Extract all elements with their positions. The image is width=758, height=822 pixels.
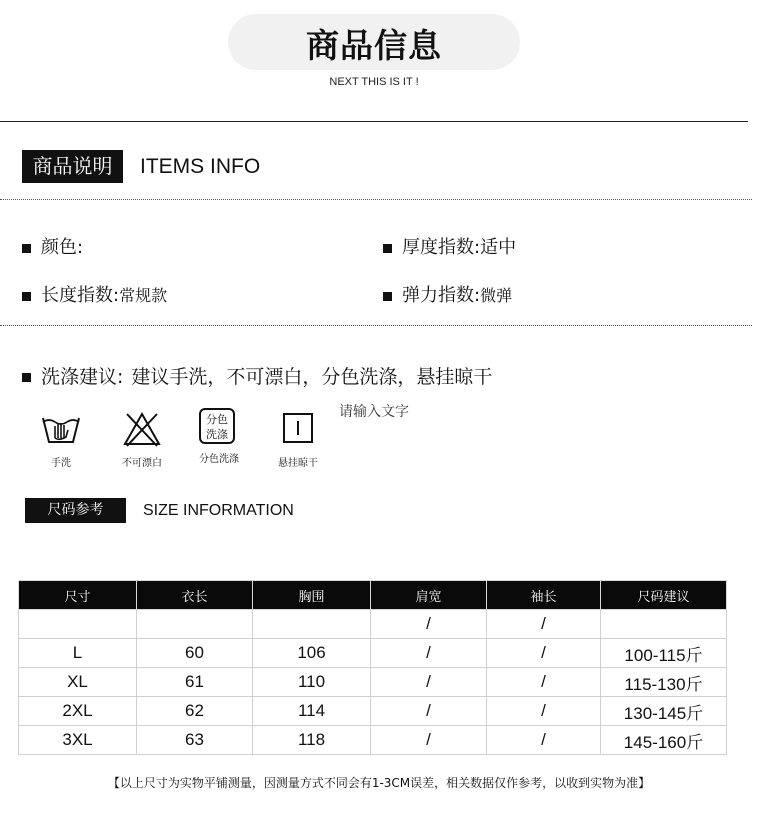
- table-header-row: [19, 581, 727, 610]
- care-icon-label: 分色洗涤: [199, 454, 239, 465]
- column-header: 衣长: [137, 581, 253, 610]
- table-cell: XL: [19, 668, 137, 697]
- items-section-english: ITEMS INFO: [140, 155, 261, 178]
- items-section-label: 商品说明: [22, 150, 123, 183]
- prop-label: 颜色:: [41, 237, 84, 258]
- table-row: [19, 610, 727, 639]
- size-section-label: 尺码参考: [25, 498, 126, 523]
- prop-value: 微弹: [480, 286, 513, 305]
- prop-color: [22, 236, 83, 260]
- column-header: 袖长: [487, 581, 601, 610]
- table-cell: 130-145斤: [601, 697, 727, 726]
- table-cell: /: [371, 726, 487, 755]
- bullet-icon: [383, 292, 392, 301]
- prop-elasticity: [383, 284, 512, 308]
- bullet-icon: [22, 292, 31, 301]
- care-icon-hand-wash: [26, 408, 96, 469]
- size-section-english: SIZE INFORMATION: [143, 502, 294, 519]
- prop-length: [22, 284, 167, 308]
- table-cell: 100-115斤: [601, 639, 727, 668]
- prop-value: 适中: [480, 237, 517, 258]
- table-cell: 63: [137, 726, 253, 755]
- placeholder-note: 请输入文字: [339, 404, 409, 420]
- table-row: [19, 697, 727, 726]
- divider-dotted-top: [0, 199, 752, 200]
- table-row: [19, 639, 727, 668]
- divider-dotted-bottom: [0, 325, 752, 326]
- table-cell: 106: [253, 639, 371, 668]
- prop-label: 厚度指数:: [402, 237, 481, 258]
- prop-thickness: [383, 236, 516, 260]
- care-advice: [22, 364, 492, 390]
- column-header: 肩宽: [371, 581, 487, 610]
- prop-label: 弹力指数:: [402, 285, 481, 306]
- care-icon-label: 不可漂白: [122, 458, 162, 469]
- table-cell: [19, 610, 137, 639]
- column-header: 尺寸: [19, 581, 137, 610]
- table-cell: 145-160斤: [601, 726, 727, 755]
- bullet-icon: [22, 244, 31, 253]
- care-icon-label: 手洗: [51, 458, 71, 469]
- column-header: 胸围: [253, 581, 371, 610]
- size-table: [18, 580, 727, 755]
- table-cell: 2XL: [19, 697, 137, 726]
- table-cell: /: [371, 668, 487, 697]
- table-cell: 114: [253, 697, 371, 726]
- table-cell: /: [371, 610, 487, 639]
- table-cell: 110: [253, 668, 371, 697]
- table-cell: [253, 610, 371, 639]
- page-title: 商品信息: [306, 26, 442, 65]
- bullet-icon: [22, 373, 31, 382]
- table-cell: [137, 610, 253, 639]
- table-cell: /: [487, 726, 601, 755]
- divider-solid: [0, 121, 748, 122]
- care-value: 建议手洗，不可漂白，分色洗涤，悬挂晾干: [131, 366, 493, 388]
- table-cell: 3XL: [19, 726, 137, 755]
- table-cell: /: [371, 639, 487, 668]
- care-icon-label: 悬挂晾干: [278, 458, 318, 469]
- table-cell: /: [487, 697, 601, 726]
- table-cell: 118: [253, 726, 371, 755]
- wash-separately-icon: 分色 洗涤: [199, 408, 235, 444]
- care-label: 洗涤建议:: [41, 366, 124, 388]
- prop-value: 常规款: [119, 286, 168, 305]
- care-icon-hang-dry: [263, 408, 333, 469]
- prop-label: 长度指数:: [41, 285, 120, 306]
- table-cell: [601, 610, 727, 639]
- table-cell: /: [371, 697, 487, 726]
- table-cell: 115-130斤: [601, 668, 727, 697]
- table-cell: L: [19, 639, 137, 668]
- bullet-icon: [383, 244, 392, 253]
- care-icon-wash-separately: [184, 408, 254, 465]
- table-row: [19, 668, 727, 697]
- no-bleach-icon: [121, 408, 163, 450]
- care-icon-no-bleach: [107, 408, 177, 469]
- table-cell: /: [487, 668, 601, 697]
- size-footnote: 【以上尺寸为实物平铺测量，因测量方式不同会有1-3CM误差，相关数据仅作参考，以收到实物为准】: [107, 776, 651, 790]
- table-cell: 61: [137, 668, 253, 697]
- table-cell: 60: [137, 639, 253, 668]
- table-row: [19, 726, 727, 755]
- hang-dry-icon: [277, 408, 319, 450]
- page-subtitle: NEXT THIS IS IT !: [329, 76, 419, 88]
- hand-wash-icon: [40, 408, 82, 450]
- table-cell: /: [487, 610, 601, 639]
- table-cell: 62: [137, 697, 253, 726]
- column-header: 尺码建议: [601, 581, 727, 610]
- table-cell: /: [487, 639, 601, 668]
